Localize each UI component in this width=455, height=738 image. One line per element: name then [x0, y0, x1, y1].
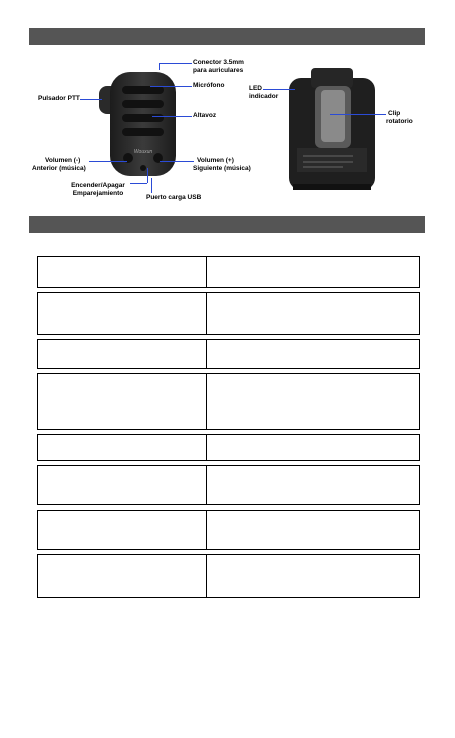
table-cell [207, 374, 420, 429]
table-cell [207, 466, 420, 505]
table-row [38, 292, 420, 334]
label-volume-up-line2: Siguiente (música) [193, 165, 251, 172]
table-row [38, 554, 420, 597]
label-clip-line2: rotatorio [386, 118, 413, 125]
label-volume-down-line2: Anterior (música) [32, 165, 86, 172]
label-volume-up-line1: Volumen (+) [197, 157, 234, 164]
table-cell [38, 554, 207, 597]
label-connector-line1: Conector 3.5mm [193, 59, 244, 66]
section-header-bar-1 [29, 28, 425, 45]
table-cell [38, 466, 207, 505]
label-clip-line1: Clip [388, 110, 401, 117]
table-row [38, 257, 420, 288]
table-cell [38, 510, 207, 549]
table-cell [207, 434, 420, 461]
table-row [38, 466, 420, 505]
label-led-line1: LED [249, 85, 262, 92]
label-led-line2: indicador [249, 93, 279, 100]
table-cell [207, 292, 420, 334]
label-ptt: Pulsador PTT [38, 95, 80, 102]
table-cell [38, 257, 207, 288]
brand-logo: Wouxun [133, 149, 153, 155]
spec-table [37, 256, 420, 598]
label-power-line1: Encender/Apagar [71, 182, 125, 189]
table-cell [38, 374, 207, 429]
table-cell [38, 292, 207, 334]
table-row [38, 510, 420, 549]
table-cell [207, 340, 420, 369]
label-microphone: Micrófono [193, 82, 225, 89]
table-cell [207, 510, 420, 549]
label-usb-port: Puerto carga USB [146, 194, 202, 201]
section-header-bar-2 [29, 216, 425, 233]
table-cell [38, 434, 207, 461]
label-volume-down-line1: Volumen (-) [45, 157, 81, 164]
table-row [38, 434, 420, 461]
label-connector-line2: para auriculares [193, 67, 244, 74]
table-row [38, 340, 420, 369]
speaker-microphone-back-image [283, 66, 381, 192]
table-cell [38, 340, 207, 369]
label-power-line2: Emparejamiento [72, 190, 124, 197]
table-cell [207, 257, 420, 288]
table-cell [207, 554, 420, 597]
table-row [38, 374, 420, 429]
label-speaker: Altavoz [193, 112, 217, 119]
